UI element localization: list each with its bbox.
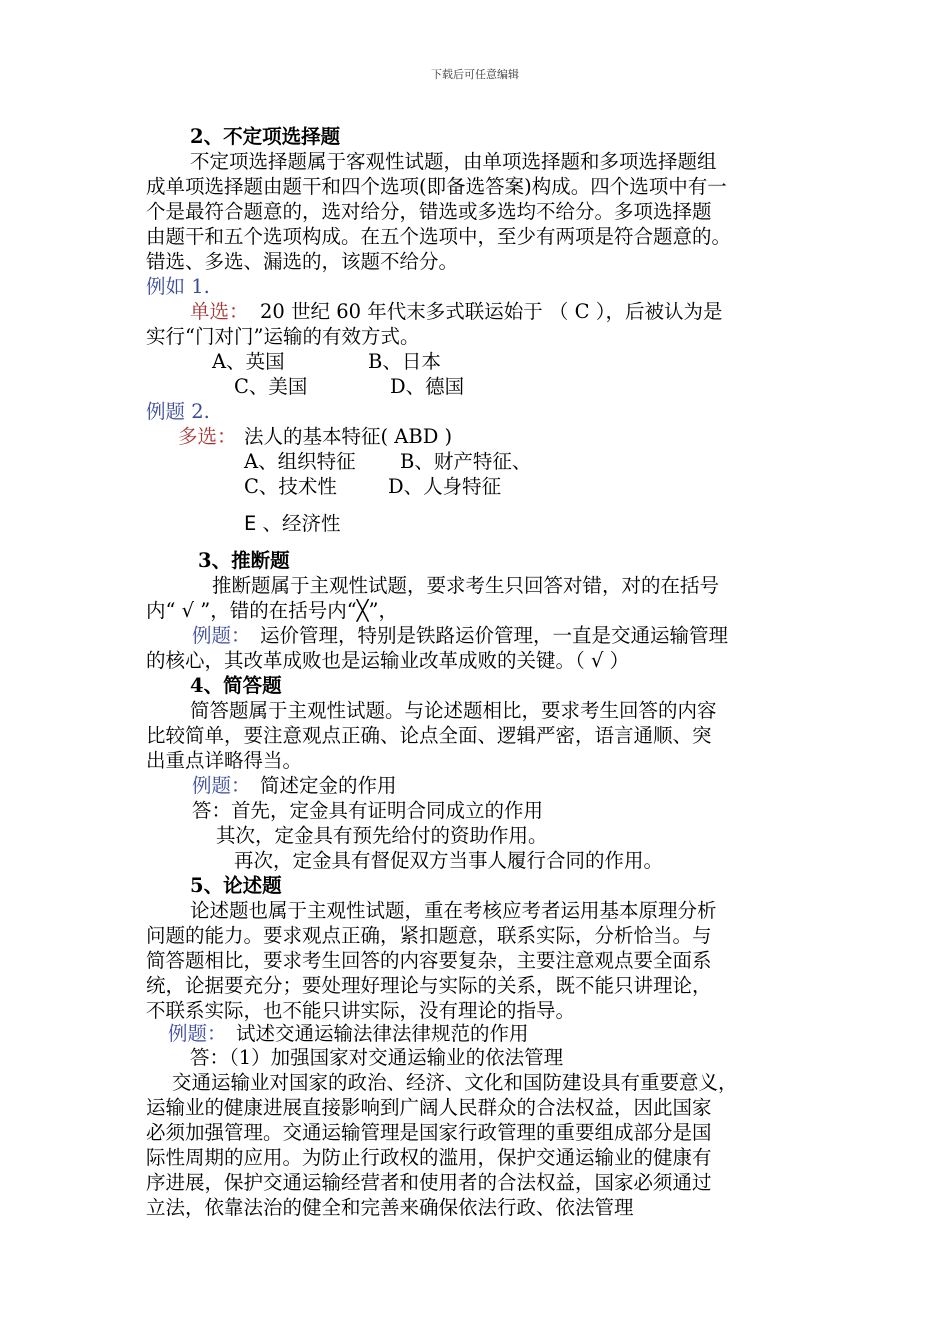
example-2-label: 例题 2.: [146, 400, 210, 423]
section-5-answer-line: 序进展，保护交通运输经营者和使用者的合法权益，国家必须通过: [146, 1171, 712, 1194]
section-4-answer-line: 答：首先，定金具有证明合同成立的作用: [192, 799, 544, 822]
section-2-paragraph-line: 个是最符合题意的，选对给分，错选或多选均不给分。多项选择题: [146, 200, 712, 223]
example-1-label: 例如 1.: [146, 275, 210, 298]
question-1-stem: 20 世纪 60 年代末多式联运始于 （ C ），后被认为是: [260, 300, 723, 323]
section-5-example-label: 例题：: [168, 1022, 227, 1045]
question-2-option-c: C、技术性: [244, 475, 337, 498]
section-3-paragraph-line: 内“ √ ”，错的在括号内“╳”，: [146, 599, 398, 622]
section-2-paragraph-line: 成单项选择题由题干和四个选项(即备选答案)构成。四个选项中有一: [146, 175, 727, 198]
section-5-paragraph-line: 不联系实际，也不能只讲实际，没有理论的指导。: [146, 999, 576, 1022]
single-choice-label: 单选：: [190, 300, 249, 323]
question-2-stem: 法人的基本特征( ABD ): [244, 425, 453, 448]
section-5-paragraph-line: 简答题相比，要求考生回答的内容要复杂，主要注意观点要全面系: [146, 949, 712, 972]
section-4-paragraph-line: 比较简单，要注意观点正确、论点全面、逻辑严密，语言通顺、突: [146, 724, 712, 747]
section-5-paragraph-line: 统，论据要充分；要处理好理论与实际的关系，既不能只讲理论，: [146, 974, 712, 997]
section-4-title: 4、简答题: [190, 674, 282, 697]
section-2-paragraph-line: 由题干和五个选项构成。在五个选项中，至少有两项是符合题意的。: [146, 225, 732, 248]
question-2-option-b: B、财产特征、: [400, 450, 532, 473]
section-2-title: 2、不定项选择题: [190, 125, 341, 148]
question-1-stem-cont: 实行“门对门”运输的有效方式。: [146, 325, 420, 348]
section-4-example-label: 例题：: [192, 774, 251, 797]
section-5-answer-line: 交通运输业对国家的政治、经济、文化和国防建设具有重要意义，: [172, 1071, 738, 1094]
section-4-paragraph-line: 简答题属于主观性试题。与论述题相比，要求考生回答的内容: [190, 699, 717, 722]
section-5-answer-line: 际性周期的应用。为防止行政权的滥用，保护交通运输业的健康有: [146, 1146, 712, 1169]
section-3-title: 3、推断题: [198, 549, 290, 572]
section-5-example-text: 试述交通运输法律法律规范的作用: [236, 1022, 529, 1045]
question-1-option-a: A、英国: [212, 350, 285, 373]
section-5-paragraph-line: 论述题也属于主观性试题，重在考核应考者运用基本原理分析: [190, 899, 717, 922]
section-5-answer-line: 运输业的健康进展直接影响到广阔人民群众的合法权益，因此国家: [146, 1096, 712, 1119]
section-3-example-text-cont: 的核心，其改革成败也是运输业改革成败的关键。（ √ ）: [146, 649, 630, 672]
section-4-example-text: 简述定金的作用: [260, 774, 397, 797]
question-1-option-d: D、德国: [390, 375, 465, 398]
multiple-choice-label: 多选：: [178, 425, 237, 448]
section-4-answer-line: 再次，定金具有督促双方当事人履行合同的作用。: [234, 849, 664, 872]
section-3-example-text: 运价管理，特别是铁路运价管理，一直是交通运输管理: [260, 624, 729, 647]
section-5-title: 5、论述题: [190, 874, 282, 897]
question-2-option-d: D、人身特征: [388, 475, 502, 498]
section-2-paragraph-line: 错选、多选、漏选的，该题不给分。: [146, 250, 459, 273]
section-5-paragraph-line: 问题的能力。要求观点正确，紧扣题意，联系实际，分析恰当。与: [146, 924, 712, 947]
section-4-answer-line: 其次，定金具有预先给付的资助作用。: [216, 824, 548, 847]
section-3-example-label: 例题：: [192, 624, 251, 647]
question-1-option-c: C、美国: [234, 375, 308, 398]
question-2-option-e: E 、经济性: [244, 512, 341, 535]
section-3-paragraph-line: 推断题属于主观性试题，要求考生只回答对错，对的在括号: [212, 574, 720, 597]
section-5-answer-line: 必须加强管理。交通运输管理是国家行政管理的重要组成部分是国: [146, 1121, 712, 1144]
section-4-paragraph-line: 出重点详略得当。: [146, 749, 303, 772]
question-1-option-b: B、日本: [368, 350, 441, 373]
section-5-answer-line: 立法，依靠法治的健全和完善来确保依法行政、依法管理: [146, 1196, 634, 1219]
page-header: 下载后可任意编辑: [431, 68, 519, 81]
question-2-option-a: A、组织特征: [244, 450, 356, 473]
section-5-answer-heading: 答：（1）加强国家对交通运输业的依法管理: [190, 1046, 564, 1069]
section-2-paragraph-line: 不定项选择题属于客观性试题，由单项选择题和多项选择题组: [190, 150, 717, 173]
